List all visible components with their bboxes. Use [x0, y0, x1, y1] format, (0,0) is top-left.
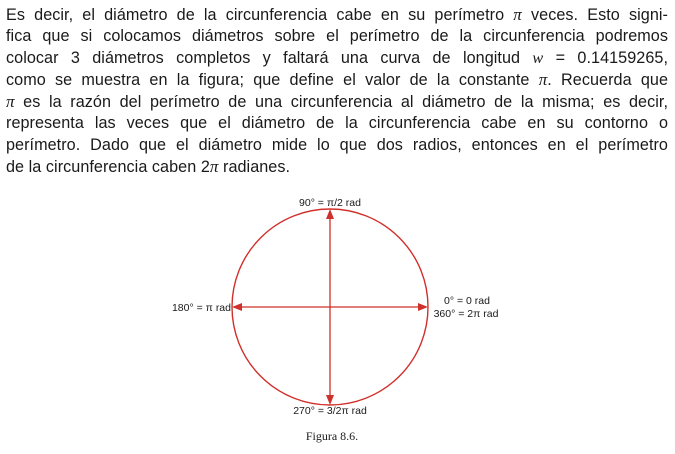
paragraph-line-6: representa las veces que el diámetro de la circunferencia cabe en su contorno o: [6, 114, 668, 133]
pi-symbol: π: [538, 69, 548, 89]
paragraph-line-7: perímetro. Dado que el diámetro mide lo que dos radios, entonces en el perímetro: [6, 135, 668, 154]
figure-caption: Figura 8.6.: [305, 429, 359, 443]
w-variable: w: [532, 48, 544, 67]
paragraph-line-1: Es decir, el diámetro de la circunferencia cabe en su perímetro π veces. Esto signi-: [6, 5, 668, 24]
paragraph-line-3: colocar 3 diámetros completos y faltará una curva de longitud w = 0.14159265,: [6, 48, 668, 67]
paragraph-line-8: de la circunferencia caben 2π radianes.: [6, 157, 291, 177]
pi-symbol: π: [209, 157, 219, 177]
label-270-degrees: 270° = 3/2π rad: [293, 405, 367, 417]
arrow-up-icon: [326, 209, 334, 219]
label-180-degrees: 180° = π rad: [171, 302, 231, 314]
arrow-right-icon: [418, 303, 428, 311]
label-360-degrees: 360° = 2π rad: [433, 308, 499, 320]
paragraph-line-4: como se muestra en la figura; que define el valor de la constante π. Recuerda que: [6, 69, 668, 89]
arrow-left-icon: [232, 303, 242, 311]
arrow-down-icon: [326, 395, 334, 405]
pi-symbol: π: [513, 5, 522, 24]
paragraph-line-5: π es la razón del perímetro de una circunferencia al diámetro de la misma; es decir,: [6, 92, 668, 112]
label-90-degrees: 90° = π/2 rad: [299, 197, 361, 209]
paragraph-line-2: fica que si colocamos diámetros sobre el perímetro de la circunferencia podremos: [6, 27, 668, 46]
pi-symbol: π: [6, 92, 15, 112]
label-0-degrees: 0° = 0 rad: [444, 295, 490, 307]
